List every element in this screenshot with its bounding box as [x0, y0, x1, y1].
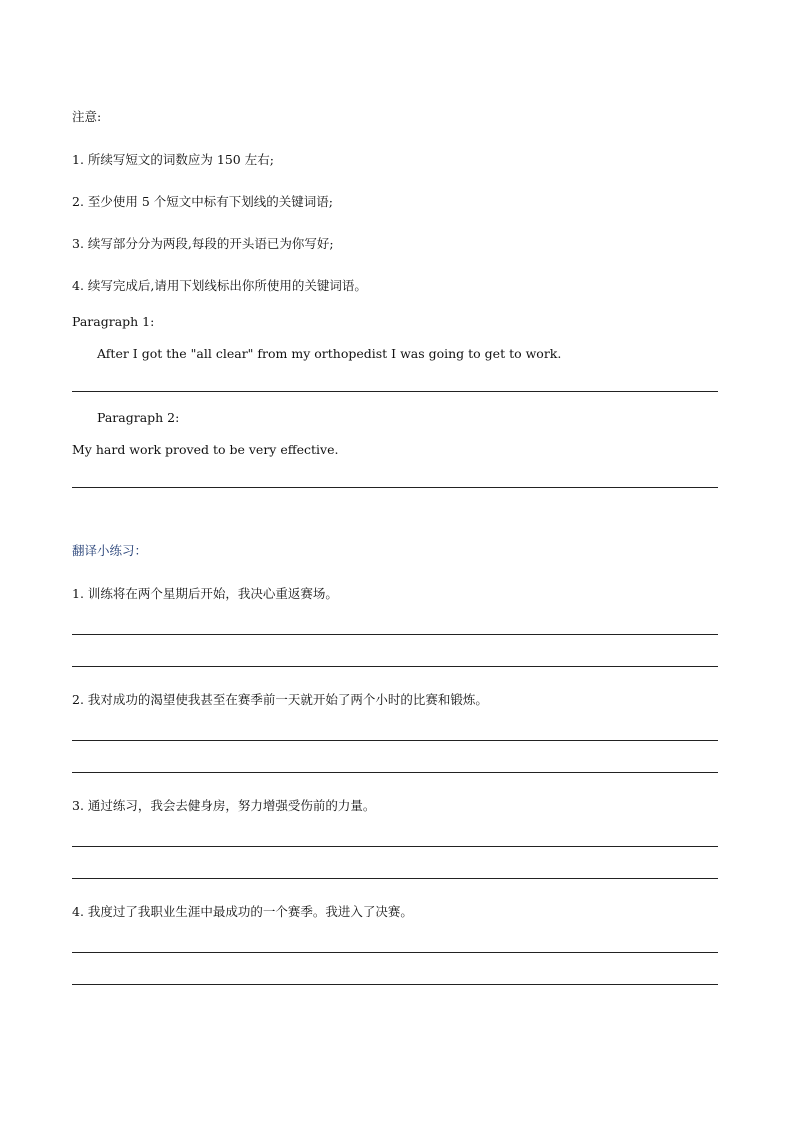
paragraph-1-opening: After I got the "all clear" from my orthopedist I was going to get to work.	[97, 346, 562, 361]
note-item-4: 4. 续写完成后,请用下划线标出你所使用的关键词语。	[72, 278, 367, 293]
answer-line[interactable]	[72, 487, 718, 488]
answer-line[interactable]	[72, 846, 718, 847]
translation-item-1: 1. 训练将在两个星期后开始，我决心重返赛场。	[72, 586, 338, 601]
answer-line[interactable]	[72, 634, 718, 635]
answer-line[interactable]	[72, 666, 718, 667]
translation-item-3: 3. 通过练习，我会去健身房，努力增强受伤前的力量。	[72, 798, 376, 813]
translation-heading: 翻译小练习：	[72, 543, 148, 558]
answer-line[interactable]	[72, 740, 718, 741]
paragraph-1-label: Paragraph 1:	[72, 314, 155, 329]
note-item-2: 2. 至少使用 5 个短文中标有下划线的关键词语;	[72, 194, 334, 209]
paragraph-2-label: Paragraph 2:	[97, 410, 180, 425]
notes-heading: 注意:	[72, 109, 102, 124]
answer-line[interactable]	[72, 952, 718, 953]
answer-line[interactable]	[72, 878, 718, 879]
note-item-1: 1. 所续写短文的词数应为 150 左右;	[72, 152, 274, 167]
answer-line[interactable]	[72, 984, 718, 985]
answer-line[interactable]	[72, 772, 718, 773]
translation-item-4: 4. 我度过了我职业生涯中最成功的一个赛季。我进入了决赛。	[72, 904, 413, 919]
note-item-3: 3. 续写部分分为两段,每段的开头语已为你写好;	[72, 236, 334, 251]
answer-line[interactable]	[72, 391, 718, 392]
translation-item-2: 2. 我对成功的渴望使我甚至在赛季前一天就开始了两个小时的比赛和锻炼。	[72, 692, 488, 707]
paragraph-2-opening: My hard work proved to be very effective.	[72, 442, 339, 457]
